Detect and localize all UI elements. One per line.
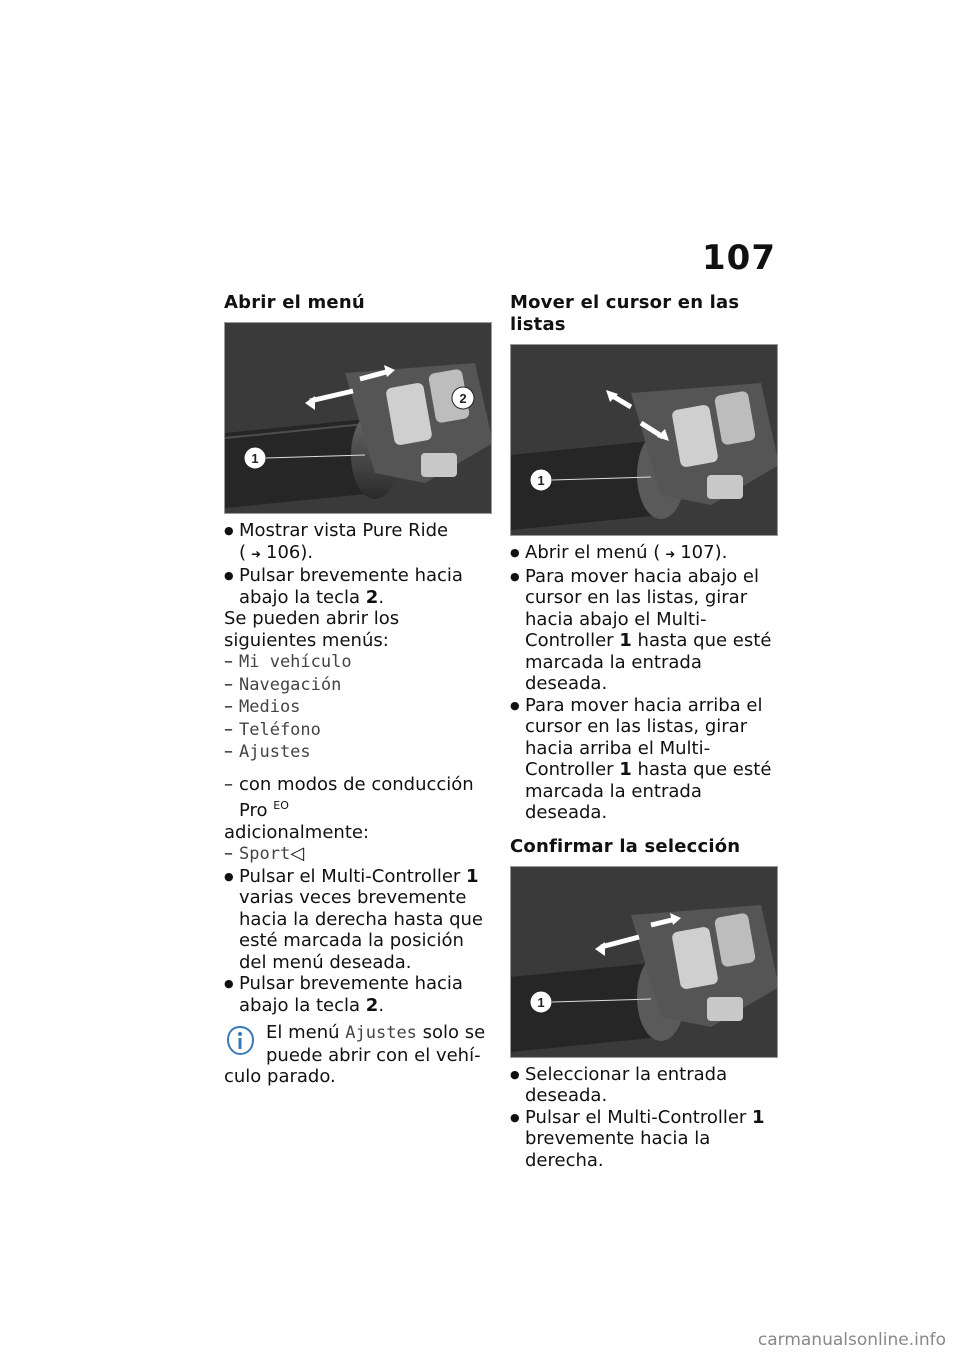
menus-intro: Se pueden abrir los siguientes menús: xyxy=(224,608,400,651)
page-number: 107 xyxy=(702,238,776,278)
menu-mi-vehiculo: – Mi vehículo xyxy=(224,651,492,674)
section-heading-abrir-menu: Abrir el menú xyxy=(224,292,365,313)
drive-modes-pro: – con modos de conducción Pro $^{EO}$ xyxy=(224,774,492,822)
handlebar-figure-3 xyxy=(510,866,778,1058)
step-select-entry: ● Seleccionar la entrada deseada. xyxy=(510,1064,778,1107)
arrow-right-icon: ➜ xyxy=(251,546,262,561)
step-open-menu: ● Abrir el menú ( ➜ 107). xyxy=(510,542,778,566)
menu-sport: – Sport◁ xyxy=(224,843,492,866)
info-note: El menú Ajustes solo se puede abrir con el vehí- culo parado. xyxy=(224,1022,486,1087)
left-column xyxy=(224,292,492,1088)
step-show-pure-ride: ● Mostrar vista Pure Ride ( ➜ 106). xyxy=(224,520,492,565)
watermark: carmanualsonline.info xyxy=(757,1330,946,1350)
additional-label: adicionalmente: xyxy=(224,821,370,843)
step-press-right: ● Pulsar el Multi-Controller 1 brevemente hacia la derecha. xyxy=(510,1107,778,1172)
section-heading-confirmar: Confirmar la selección xyxy=(510,835,741,857)
svg-text:2: 2 xyxy=(459,391,467,406)
handlebar-figure-1 xyxy=(224,322,492,514)
svg-text:1: 1 xyxy=(251,451,259,466)
svg-text:1: 1 xyxy=(537,473,545,488)
step-move-down: ● Para mover hacia abajo el cursor en las listas, girar hacia abajo el Multi-Controller 1 hasta que esté marcada la entrada deseada. xyxy=(510,566,778,695)
svg-text:1: 1 xyxy=(537,994,545,1010)
right-column xyxy=(510,292,778,1171)
arrow-right-icon: ➜ xyxy=(665,547,676,561)
step-press-key-2: ● Pulsar brevemente hacia abajo la tecla 2. xyxy=(224,565,492,608)
step-move-up: ● Para mover hacia arriba el cursor en las listas, girar hacia arriba el Multi-Controller 1 hasta que esté marcada la entrada deseada. xyxy=(510,695,778,824)
menu-ajustes: – Ajustes xyxy=(224,741,492,764)
section-heading-mover-cursor: Mover el cursor en las listas xyxy=(510,292,740,335)
menu-medios: – Medios xyxy=(224,696,492,719)
step-press-key-2-again: ● Pulsar brevemente hacia abajo la tecla 2. xyxy=(224,973,492,1016)
info-icon xyxy=(224,1024,256,1058)
menu-navegacion: – Navegación xyxy=(224,674,492,697)
handlebar-figure-2 xyxy=(510,344,778,536)
step-press-controller: ● Pulsar el Multi-Controller 1 varias veces brevemente hacia la derecha hasta que esté marcada la posición del menú deseada. xyxy=(224,866,492,974)
menu-telefono: – Teléfono xyxy=(224,719,492,742)
